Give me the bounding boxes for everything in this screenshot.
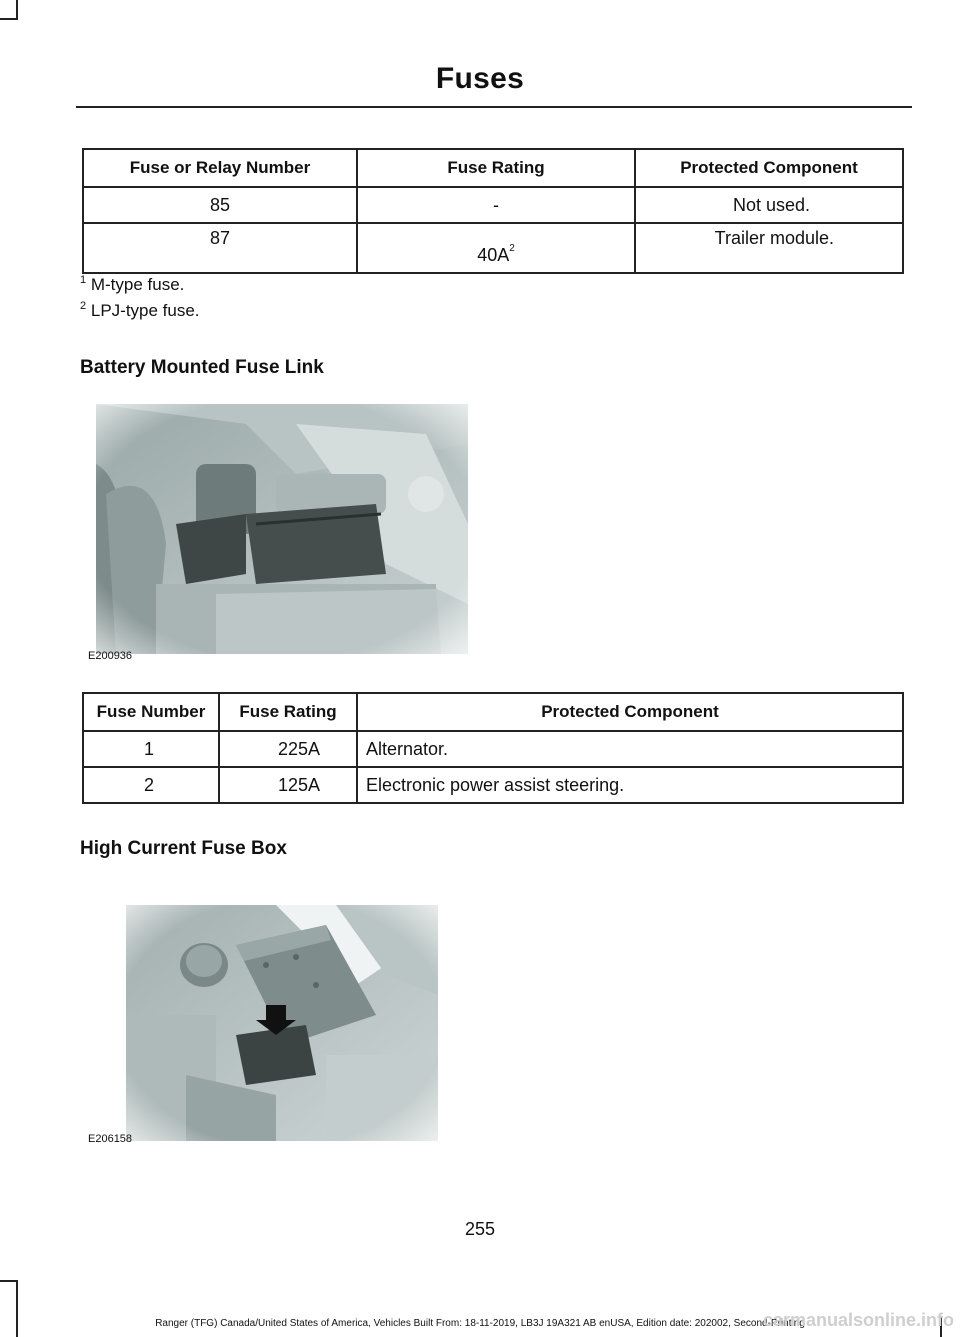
figure-label: E200936 — [88, 650, 133, 662]
table-row — [83, 731, 903, 767]
table-row — [83, 767, 903, 803]
fuse-rating-value: 40A — [477, 245, 510, 265]
fuse-box-photo — [126, 905, 438, 1141]
protected-component-cell: Trailer module. — [635, 223, 903, 273]
protected-component-cell: Electronic power assist steering. — [357, 767, 903, 803]
table-row — [83, 223, 903, 273]
figure-label: E206158 — [88, 1133, 133, 1145]
page-footer: Ranger (TFG) Canada/United States of America, Vehicles Built From: 18-11-2019, LB3J 19A321 AB enUSA, Edition date: 202002, Second-Printing — [155, 1318, 805, 1329]
section-heading: High Current Fuse Box — [80, 838, 287, 859]
engine-bay-photo — [96, 404, 468, 654]
protected-component-cell: Not used. — [635, 187, 903, 223]
footnote — [80, 274, 184, 295]
page-title: Fuses — [435, 62, 525, 95]
protected-component-cell: Alternator. — [357, 731, 903, 767]
watermark: carmanualsonline.info — [762, 1310, 954, 1330]
fuse-box-illustration — [126, 905, 438, 1141]
footnote-text: M-type fuse. — [90, 275, 185, 294]
fuse-table-1 — [82, 148, 904, 274]
column-header: Fuse Rating — [219, 693, 357, 731]
column-header: Protected Component — [357, 693, 903, 731]
page-number: 255 — [464, 1219, 496, 1239]
title-rule — [76, 106, 912, 108]
fuse-rating-cell: 125A — [219, 767, 357, 803]
engine-bay-illustration — [96, 404, 468, 654]
footnote-text: LPJ-type fuse. — [90, 301, 200, 320]
fuse-number-cell: 2 — [83, 767, 219, 803]
section-heading: Battery Mounted Fuse Link — [80, 357, 324, 378]
table-row — [83, 187, 903, 223]
column-header: Fuse Number — [83, 693, 219, 731]
fuse-number-cell: 85 — [83, 187, 357, 223]
crop-mark — [0, 18, 18, 20]
fuse-number-cell: 1 — [83, 731, 219, 767]
footnote — [80, 300, 200, 321]
footnote-marker: 1 — [80, 274, 87, 286]
table-header-row — [83, 149, 903, 187]
fuse-rating-cell: - — [357, 187, 635, 223]
footnote-marker: 2 — [80, 300, 87, 312]
column-header: Fuse or Relay Number — [83, 149, 357, 187]
crop-mark — [0, 1280, 18, 1282]
column-header: Fuse Rating — [357, 149, 635, 187]
fuse-table-2 — [82, 692, 904, 804]
footnote-ref: 2 — [509, 243, 515, 254]
table-header-row — [83, 693, 903, 731]
fuse-rating-cell: 225A — [219, 731, 357, 767]
column-header: Protected Component — [635, 149, 903, 187]
fuse-number-cell: 87 — [83, 223, 357, 273]
crop-mark — [16, 0, 18, 20]
fuse-rating-cell — [357, 223, 635, 273]
